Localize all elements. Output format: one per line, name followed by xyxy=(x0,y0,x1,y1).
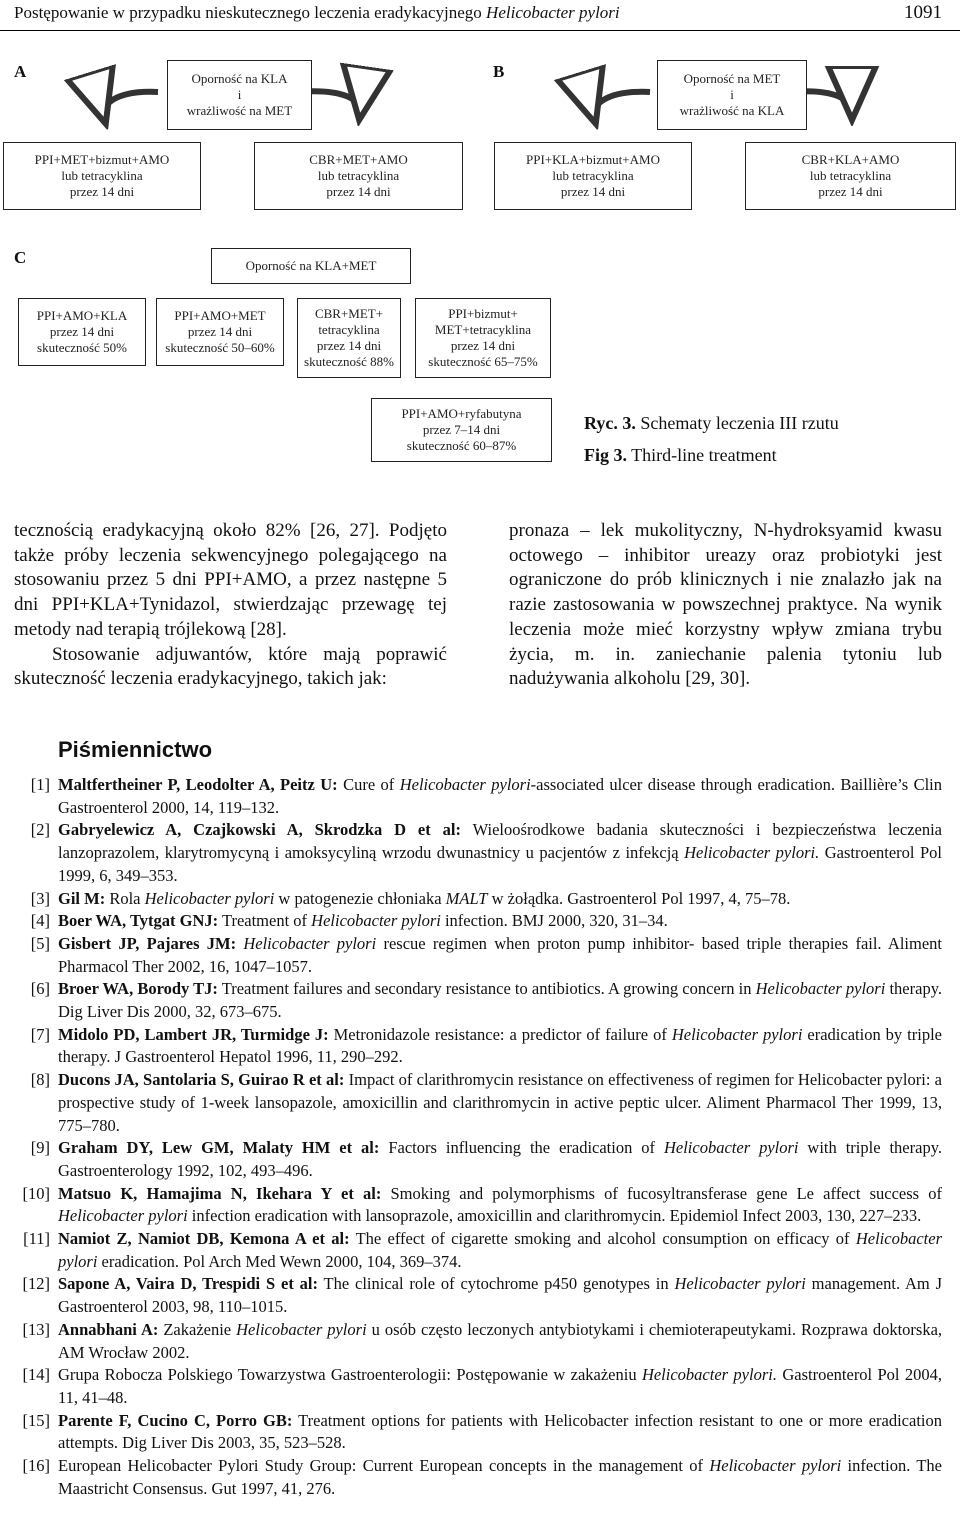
reference-italic: Helicobacter pylori xyxy=(58,1229,942,1271)
box-c2: PPI+AMO+MET przez 14 dni skuteczność 50–60% xyxy=(156,298,284,366)
box-c-top: Oporność na KLA+MET xyxy=(211,248,411,284)
reference-text: with triple therapy. Gastroenterology 1992, 102, 493–496. xyxy=(58,1138,943,1180)
reference-text: infection. The Maastricht Consensus. Gut 1997, 41, 276. xyxy=(58,1456,943,1498)
box-b1: PPI+KLA+bizmut+AMO lub tetracyklina przez 14 dni xyxy=(494,142,692,210)
box-c3: CBR+MET+ tetracyklina przez 14 dni skuteczność 88% xyxy=(297,298,401,378)
reference-number: [10] xyxy=(22,1183,50,1203)
body-paragraph: tecznością eradykacyjną około 82% [26, 27]. Podjęto także próby leczenia sekwencyjnego polegającego na stosowaniu przez 5 dni PPI+AMO, a przez następne 5 dni PPI+KLA+Tynidazol, stwierdzając przewagę tej metody nad terapią trójlekową [28]. xyxy=(14,520,447,640)
reference-text: rescue regimen when proton pump inhibitor- based triple therapies fail. Aliment Pharmacol Ther 2002, 16, 1047–1057. xyxy=(58,933,942,976)
reference-item xyxy=(0,1228,960,1273)
reference-text: Wieloośrodkowe badania skuteczności i bezpieczeństwa leczenia lanzoprazolem, klarytromycyną i amoksycyliną wrzodu dwunastnicy u pacjentów z infekcją xyxy=(58,820,942,863)
reference-text: eradication. Pol Arch Med Wewn 2000, 104, 369–374. xyxy=(97,1251,462,1271)
reference-text: Smoking and polymorphisms of fucosyltransferase gene Le affect success of xyxy=(381,1183,942,1203)
reference-italic: Helicobacter pylori. xyxy=(641,1365,777,1385)
reference-italic: Helicobacter pylori xyxy=(709,1456,842,1476)
reference-item xyxy=(0,1137,960,1182)
reference-italic: Helicobacter pylori xyxy=(236,1319,367,1339)
reference-italic: Helicobacter pylori xyxy=(755,979,886,999)
reference-text: u osób często leczonych antybiotykami i chemioterapeutykami. Rozprawa doktorska, AM Wrocław 2002. xyxy=(58,1319,943,1362)
reference-authors: Gisbert JP, Pajares JM: xyxy=(58,933,237,953)
reference-text: w patogenezie chłoniaka xyxy=(274,888,446,908)
reference-authors: Gabryelewicz A, Czajkowski A, Skrodzka D et al: xyxy=(58,820,461,840)
reference-number: [12] xyxy=(22,1274,50,1294)
box-a-top: Oporność na KLA i wrażliwość na MET xyxy=(167,60,312,130)
reference-text: Zakażenie xyxy=(158,1319,237,1339)
arrow-a-left xyxy=(103,92,158,118)
reference-item xyxy=(0,1364,960,1409)
box-a2: CBR+MET+AMO lub tetracyklina przez 14 dni xyxy=(254,142,463,210)
reference-italic: MALT xyxy=(445,888,488,908)
reference-item xyxy=(0,774,960,819)
references-heading: Piśmiennictwo xyxy=(58,737,213,762)
reference-number: [14] xyxy=(22,1365,50,1385)
reference-authors: Broer WA, Borody TJ: xyxy=(58,979,218,999)
reference-authors: Gil M: xyxy=(58,888,106,908)
box-c4: PPI+bizmut+ MET+tetracyklina przez 14 dni skuteczność 65–75% xyxy=(415,298,551,378)
reference-number: [9] xyxy=(30,1138,50,1158)
reference-authors: Ducons JA, Santolaria S, Guirao R et al: xyxy=(58,1070,345,1090)
reference-item xyxy=(0,1183,960,1228)
body-left-column xyxy=(14,519,447,692)
reference-item xyxy=(0,1455,960,1500)
box-a1: PPI+MET+bizmut+AMO lub tetracyklina przez 14 dni xyxy=(3,142,201,210)
panel-label-c: C xyxy=(14,248,27,267)
reference-number: [11] xyxy=(23,1229,50,1249)
running-title: Postępowanie w przypadku nieskutecznego leczenia eradykacyjnego Helicobacter pylori xyxy=(14,3,620,22)
reference-item xyxy=(0,888,960,911)
reference-italic: Helicobacter pylori xyxy=(674,1274,806,1294)
reference-number: [1] xyxy=(30,775,50,794)
reference-number: [4] xyxy=(30,911,50,931)
reference-italic: Helicobacter pylori xyxy=(671,1024,803,1044)
reference-number: [8] xyxy=(30,1070,50,1090)
page-number: 1091 xyxy=(904,2,942,23)
reference-text: Rola xyxy=(105,888,145,908)
reference-italic: Helicobacter pylori. xyxy=(684,843,820,863)
reference-number: [6] xyxy=(30,979,50,999)
caption-pl: Ryc. 3. Schematy leczenia III rzutu xyxy=(584,413,839,433)
reference-authors: Boer WA, Tytgat GNJ: xyxy=(58,911,219,931)
panel-label-b: B xyxy=(493,62,505,81)
reference-authors: Sapone A, Vaira D, Trespidi S et al: xyxy=(58,1274,318,1294)
reference-text: infection eradication with lansoprazole, amoxicillin and clarithromycin. Epidemiol Infect 2003, 130, 227–233. xyxy=(187,1206,922,1226)
reference-item xyxy=(0,1319,960,1364)
box-b-top: Oporność na MET i wrażliwość na KLA xyxy=(657,60,807,130)
reference-text: Factors influencing the eradication of xyxy=(379,1138,664,1158)
reference-number: [16] xyxy=(22,1456,50,1476)
reference-text: European Helicobacter Pylori Study Group: Current European concepts in the management of xyxy=(58,1456,710,1476)
reference-text: -associated ulcer disease through eradication. Baillière’s Clin Gastroenterol 2000, 14, 119–132. xyxy=(58,775,942,817)
reference-text: Treatment failures and secondary resistance to antibiotics. A growing concern in xyxy=(217,979,756,999)
reference-item xyxy=(0,1410,960,1455)
body-paragraph: Stosowanie adjuwantów, które mają poprawić skuteczność leczenia eradykacyjnego, takich jak: xyxy=(14,643,447,690)
arrow-b-left xyxy=(593,92,650,118)
reference-text: Metronidazole resistance: a predictor of failure of xyxy=(328,1024,672,1044)
reference-number: [7] xyxy=(30,1024,50,1044)
reference-text: Treatment options for patients with Helicobacter infection resistant to one or more eradication attempts. Dig Liver Dis 2003, 35, 523–528. xyxy=(58,1410,942,1453)
running-title-italic: Helicobacter pylori xyxy=(486,3,620,22)
reference-italic: Helicobacter pylori xyxy=(311,911,441,931)
reference-text: Gastroenterol Pol 2004, 11, 41–48. xyxy=(58,1365,943,1407)
reference-text: eradication by triple therapy. J Gastroenterol Hepatol 1996, 11, 290–292. xyxy=(58,1024,942,1067)
reference-authors: Parente F, Cucino C, Porro GB: xyxy=(58,1410,293,1430)
reference-number: [13] xyxy=(22,1319,50,1339)
reference-number: [15] xyxy=(22,1410,50,1430)
references-list xyxy=(0,774,960,1501)
box-b2: CBR+KLA+AMO lub tetracyklina przez 14 dni xyxy=(745,142,956,210)
reference-text: Gastroenterol Pol 1999, 6, 349–353. xyxy=(58,843,942,885)
running-header xyxy=(0,0,960,31)
reference-authors: Maltfertheiner P, Leodolter A, Peitz U: xyxy=(58,775,338,794)
reference-item xyxy=(0,1069,960,1137)
reference-text: infection. BMJ 2000, 320, 31–34. xyxy=(440,911,668,931)
reference-text: Treatment of xyxy=(218,911,312,931)
reference-item xyxy=(0,933,960,978)
reference-italic: Helicobacter pylori xyxy=(243,933,377,953)
reference-number: [2] xyxy=(30,820,50,840)
reference-italic: Helicobacter pylori xyxy=(663,1138,799,1158)
reference-authors: Graham DY, Lew GM, Malaty HM et al: xyxy=(58,1138,380,1158)
reference-text: The clinical role of cytochrome p450 genotypes in xyxy=(317,1274,675,1294)
treatment-figure xyxy=(0,40,960,480)
reference-italic: Helicobacter pylori xyxy=(58,1206,188,1226)
reference-text: therapy. Dig Liver Dis 2000, 32, 673–675. xyxy=(58,979,943,1022)
box-c1: PPI+AMO+KLA przez 14 dni skuteczność 50% xyxy=(18,298,146,366)
reference-authors: Midolo PD, Lambert JR, Turmidge J: xyxy=(58,1024,329,1044)
reference-text: Cure of xyxy=(337,775,400,794)
reference-authors: Matsuo K, Hamajima N, Ikehara Y et al: xyxy=(58,1183,382,1203)
reference-item xyxy=(0,1273,960,1318)
reference-item xyxy=(0,910,960,933)
reference-text: management. Am J Gastroenterol 2003, 98, 110–1015. xyxy=(58,1274,943,1317)
reference-authors: Namiot Z, Namiot DB, Kemona A et al: xyxy=(58,1229,350,1249)
reference-text: Grupa Robocza Polskiego Towarzystwa Gastroenterologii: Postępowanie w zakażeniu xyxy=(58,1365,642,1385)
reference-number: [5] xyxy=(30,933,50,953)
reference-text: The effect of cigarette smoking and alcohol consumption on efficacy of xyxy=(349,1229,856,1249)
body-right-column xyxy=(509,519,942,692)
reference-authors: Annabhani A: xyxy=(58,1319,159,1339)
reference-italic: Helicobacter pylori xyxy=(144,888,275,908)
reference-item xyxy=(0,819,960,887)
panel-label-a: A xyxy=(14,62,27,81)
reference-italic: Helicobacter pylori xyxy=(399,775,531,794)
box-c5: PPI+AMO+ryfabutyna przez 7–14 dni skuteczność 60–87% xyxy=(371,398,552,462)
caption-en: Fig 3. Third-line treatment xyxy=(584,445,777,465)
reference-item xyxy=(0,978,960,1023)
reference-text: w żołądka. Gastroenterol Pol 1997, 4, 75–78. xyxy=(487,888,791,908)
reference-item xyxy=(0,1024,960,1069)
body-paragraph: pronaza – lek mukolityczny, N-hydroksyamid kwasu octowego – inhibitor ureazy oraz probiotyki jest ograniczone do prób klinicznych i nie znalazło jak na razie zastosowania w powszechnej praktyce. Na wynik leczenia może mieć korzystny wpływ zmiana trybu życia, m. in. zaniechanie palenia tytoniu lub nadużywania alkoholu [29, 30]. xyxy=(509,520,942,690)
reference-text: Impact of clarithromycin resistance on effectiveness of regimen for Helicobacter pylori: a prospective study of 1-week lansopazole, amoxicillin and clarithromycin in active peptic ulcer. Aliment Pharmacol Ther 1999, 13, 775–780. xyxy=(58,1070,942,1135)
reference-number: [3] xyxy=(30,888,50,908)
